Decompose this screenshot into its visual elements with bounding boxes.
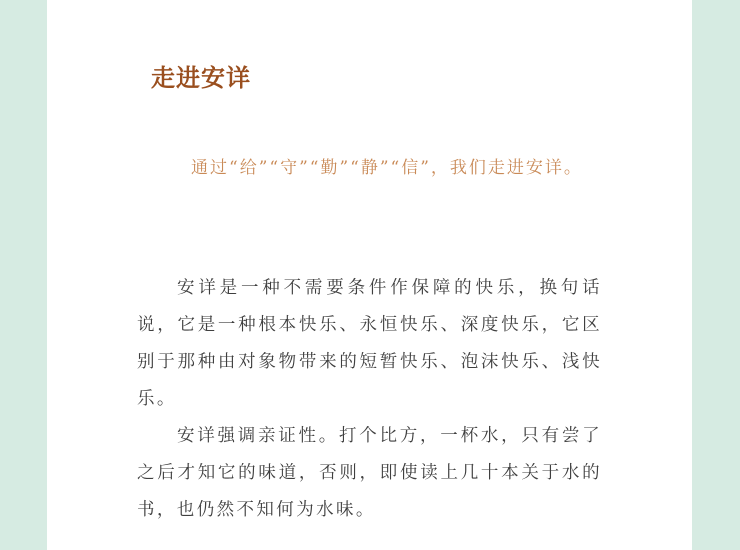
chapter-body [137, 270, 602, 529]
chapter-title: 走进安详 [151, 63, 251, 92]
chapter-intro: 通过“给”“守”“勤”“静”“信”，我们走进安详。 [191, 158, 583, 178]
body-paragraph: 安详强调亲证性。打个比方，一杯水，只有尝了之后才知它的味道，否则，即使读上几十本关于水的书，也仍然不知何为水味。 [137, 426, 602, 520]
page [47, 0, 692, 550]
body-paragraph: 安详是一种不需要条件作保障的快乐，换句话说，它是一种根本快乐、永恒快乐、深度快乐，它区别于那种由对象物带来的短暂快乐、泡沫快乐、浅快乐。 [137, 278, 602, 409]
